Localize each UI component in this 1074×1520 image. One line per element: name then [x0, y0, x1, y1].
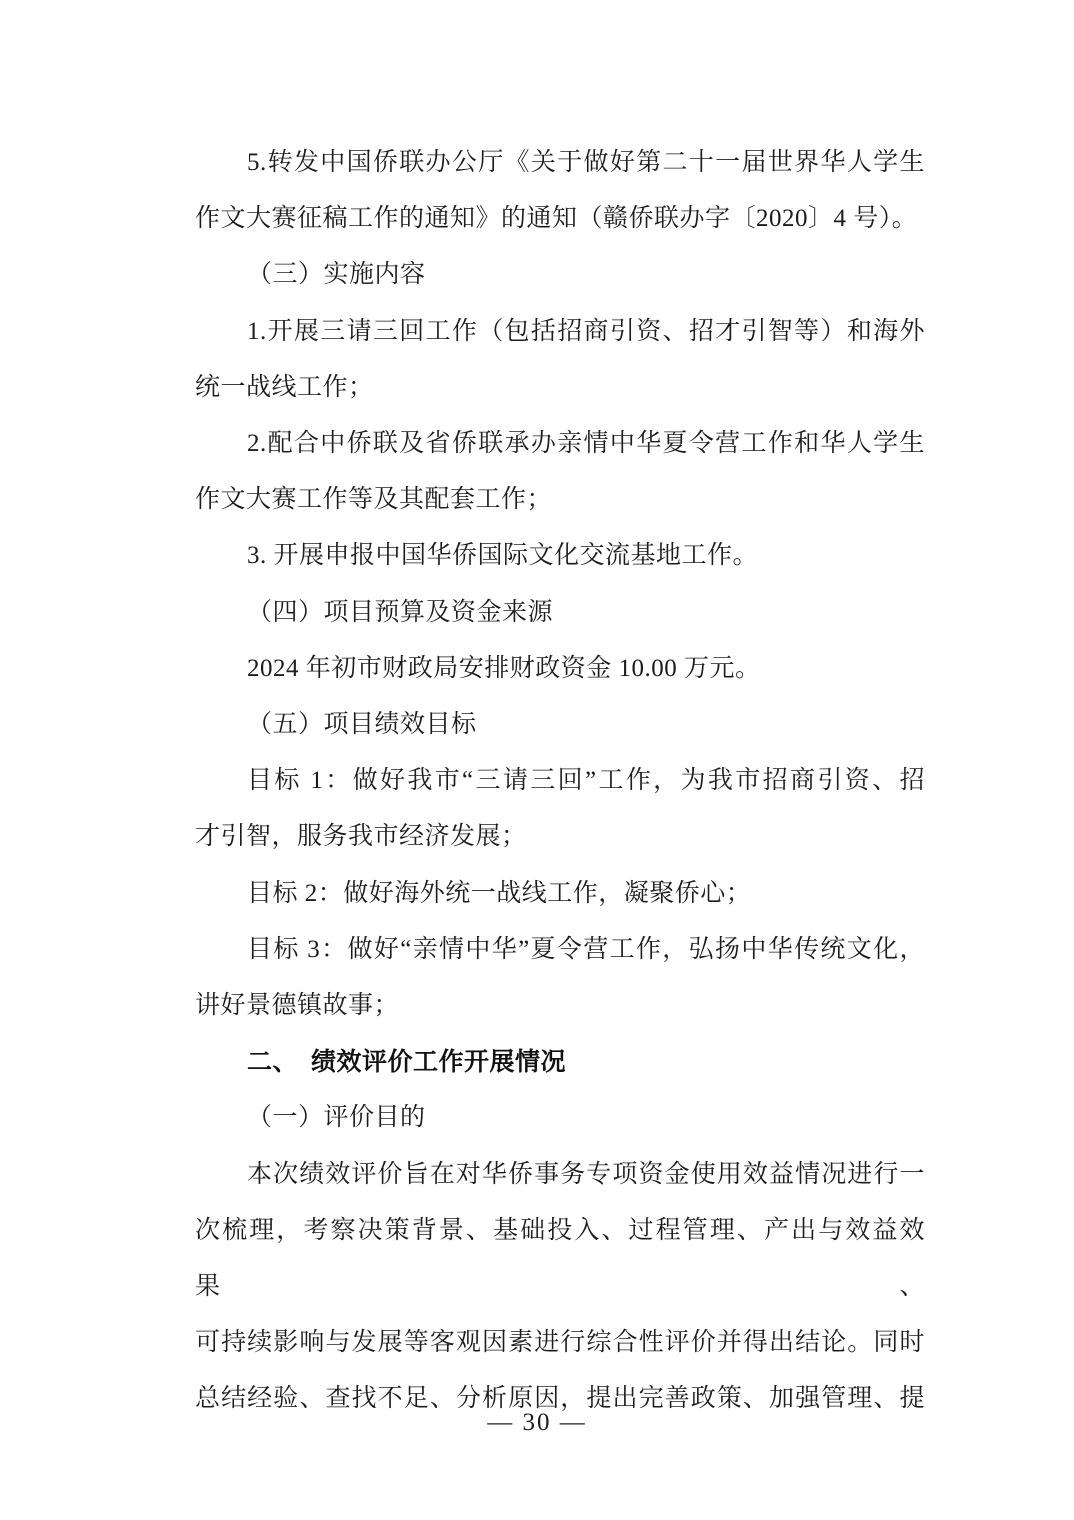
- paragraph-line: （五）项目绩效目标: [247, 711, 477, 739]
- paragraph-line: 目标 3：做好“亲情中华”夏令营工作，弘扬中华传统文化，: [247, 935, 925, 963]
- paragraph-line: 2.配合中侨联及省侨联承办亲情中华夏令营工作和华人学生: [247, 430, 925, 458]
- paragraph-line: 目标 1：做好我市“三请三回”工作，为我市招商引资、招: [247, 767, 925, 795]
- paragraph-line: 3. 开展申报中国华侨国际文化交流基地工作。: [247, 542, 759, 570]
- paragraph-line: 2024 年初市财政局安排财政资金 10.00 万元。: [247, 654, 761, 682]
- page-number: — 30 —: [487, 1409, 587, 1436]
- paragraph-line: 讲好景德镇故事；: [195, 992, 400, 1020]
- section-heading: 二、 绩效评价工作开展情况: [247, 1048, 567, 1077]
- paragraph-line: （四）项目预算及资金来源: [247, 598, 554, 626]
- paragraph-line: 本次绩效评价旨在对华侨事务专项资金使用效益情况进行一: [247, 1160, 925, 1188]
- paragraph-line: 目标 2：做好海外统一战线工作，凝聚侨心；: [247, 879, 752, 907]
- paragraph-line: 作文大赛工作等及其配套工作；: [195, 486, 553, 514]
- page-footer: [0, 1399, 1074, 1447]
- paragraph-line: 才引智，服务我市经济发展；: [195, 823, 527, 851]
- paragraph-line: 次梳理，考察决策背景、基础投入、过程管理、产出与效益效果、: [195, 1216, 925, 1301]
- paragraph-line: 1.开展三请三回工作（包括招商引资、招才引智等）和海外: [247, 317, 925, 345]
- paragraph-line: 统一战线工作；: [195, 373, 374, 401]
- paragraph-line: 作文大赛征稿工作的通知》的通知（赣侨联办字〔2020〕4 号）。: [195, 205, 918, 233]
- paragraph-line: 总结经验、查找不足、分析原因，提出完善政策、加强管理、提: [195, 1385, 925, 1413]
- document-body: [195, 135, 925, 1428]
- paragraph-line: 可持续影响与发展等客观因素进行综合性评价并得出结论。同时: [195, 1329, 925, 1357]
- paragraph-line: （三）实施内容: [247, 261, 426, 289]
- paragraph-line: （一）评价目的: [247, 1104, 426, 1132]
- paragraph-line: 5.转发中国侨联办公厅《关于做好第二十一届世界华人学生: [247, 149, 925, 176]
